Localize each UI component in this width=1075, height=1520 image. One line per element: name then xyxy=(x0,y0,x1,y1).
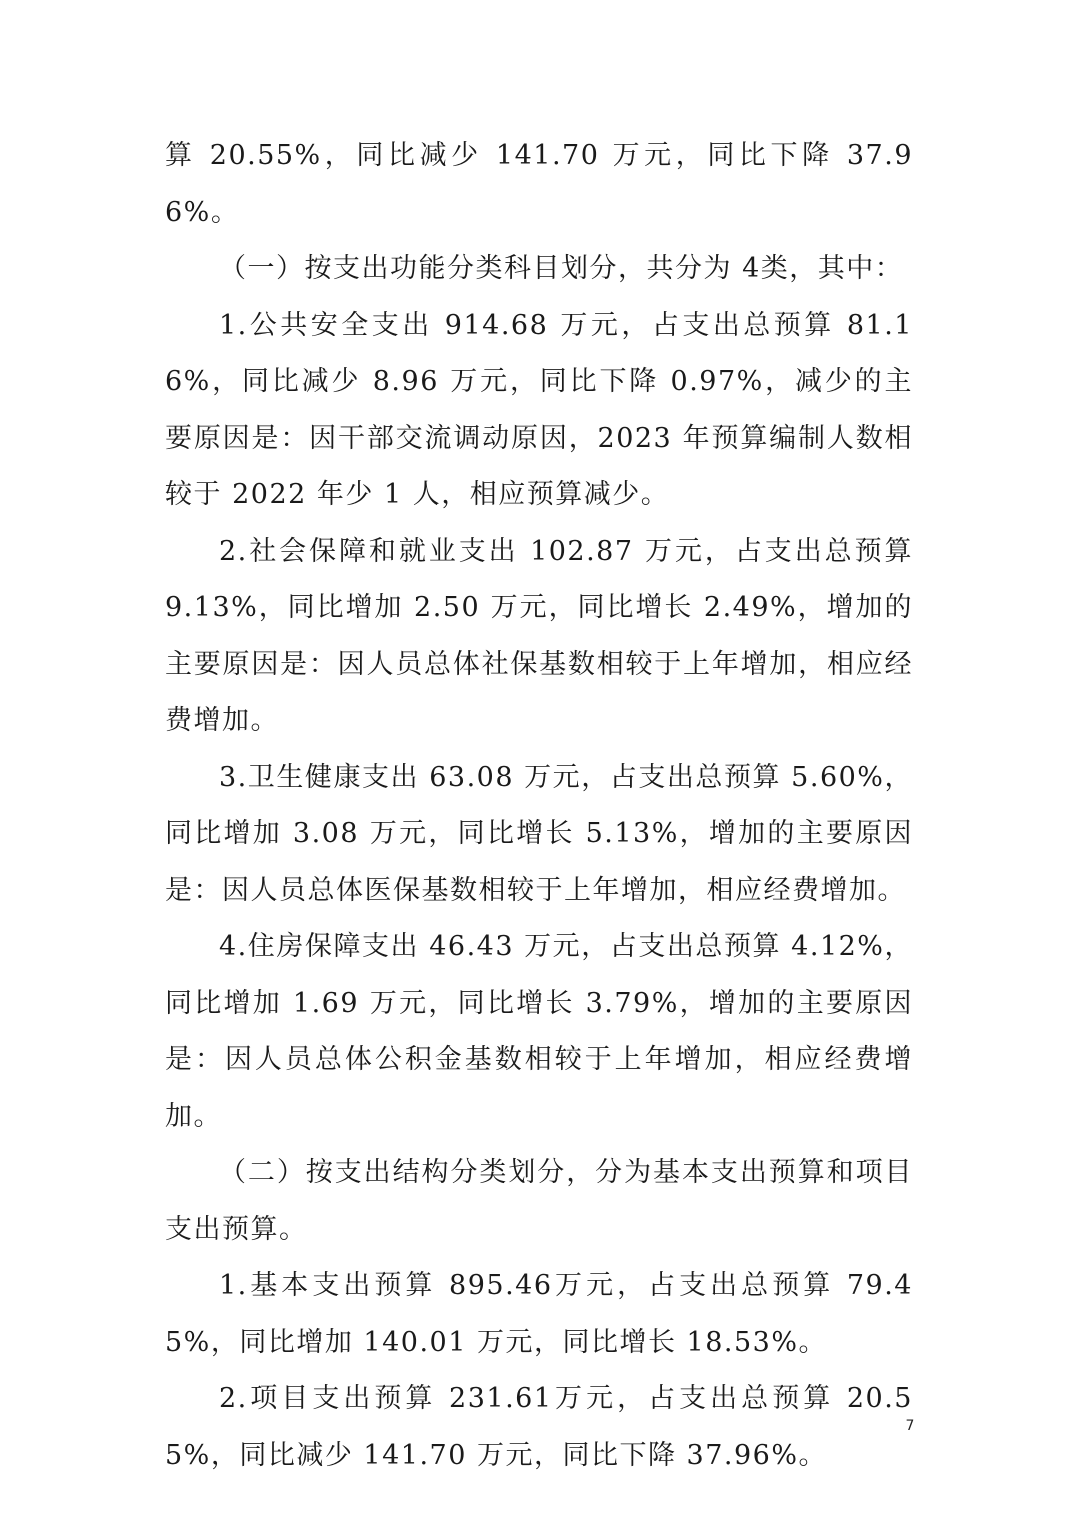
page-number: 7 xyxy=(905,1418,915,1434)
paragraph-project-expenditure: 2.项目支出预算 231.61万元，占支出总预算 20.55%，同比减少 141.70 万元，同比下降 37.96%。 xyxy=(165,1383,913,1471)
paragraph-social-security: 2.社会保障和就业支出 102.87 万元，占支出总预算 9.13%，同比增加 2.50 万元，同比增长 2.49%，增加的主要原因是：因人员总体社保基数相较于上年增加，相应经费增加。 xyxy=(165,535,913,736)
paragraph-housing: 4.住房保障支出 46.43 万元，占支出总预算 4.12%，同比增加 1.69 万元，同比增长 3.79%，增加的主要原因是：因人员总体公积金基数相较于上年增加，相应经费增加。 xyxy=(165,931,913,1132)
paragraph-basic-expenditure: 1.基本支出预算 895.46万元，占支出总预算 79.45%，同比增加 140.01 万元，同比增长 18.53%。 xyxy=(165,1270,913,1358)
paragraph-continuation: 算 20.55%，同比减少 141.70 万元，同比下降 37.96%。 xyxy=(165,140,913,228)
paragraph-health: 3.卫生健康支出 63.08 万元，占支出总预算 5.60%，同比增加 3.08 万元，同比增长 5.13%，增加的主要原因是：因人员总体医保基数相较于上年增加，相应经费增加。 xyxy=(165,761,913,906)
paragraph-public-security: 1.公共安全支出 914.68 万元，占支出总预算 81.16%，同比减少 8.96 万元，同比下降 0.97%，减少的主要原因是：因干部交流调动原因，2023 年预算编制人数相较于 2022 年少 1 人，相应预算减少。 xyxy=(165,309,913,510)
section-heading-structure-classification: （二）按支出结构分类划分，分为基本支出预算和项目支出预算。 xyxy=(165,1157,913,1245)
body-text xyxy=(165,128,913,1484)
section-heading-functional-classification: （一）按支出功能分类科目划分，共分为 4类，其中： xyxy=(219,253,904,284)
